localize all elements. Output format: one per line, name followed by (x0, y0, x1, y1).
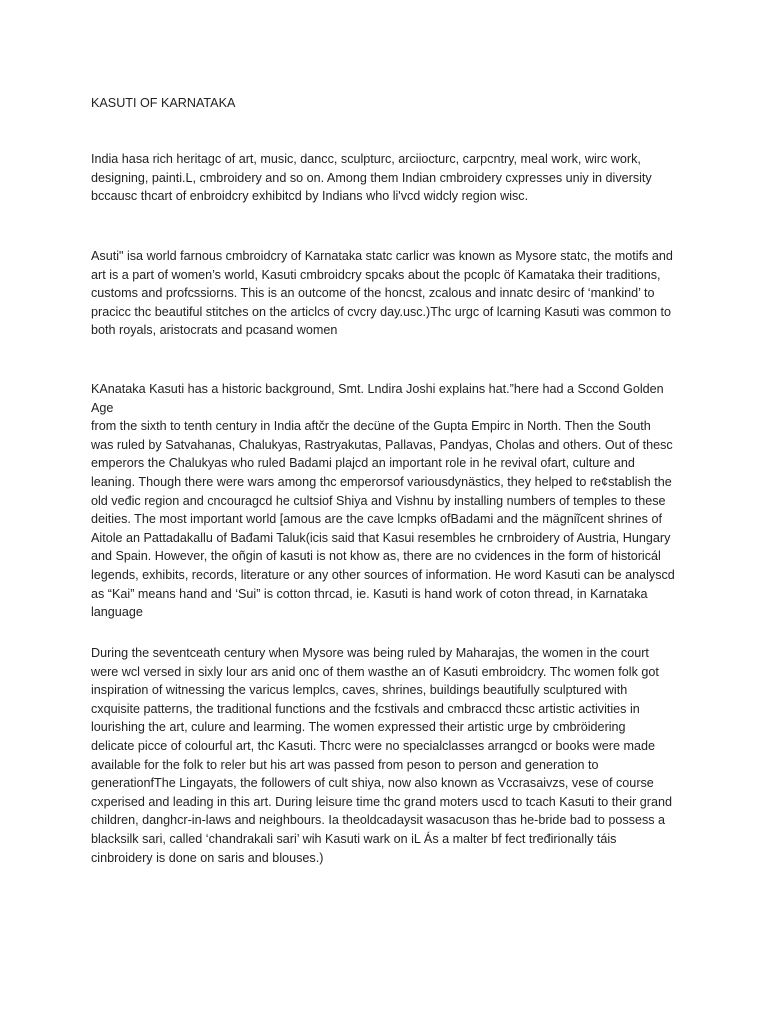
document-title: KASUTI OF KARNATAKA (91, 96, 236, 110)
paragraph-asuti: Asuti" isa world farnous cmbroidcry of Karnataka statc carlicr was known as Mysore statc, the motifs and art is a part of women’s world, Kasuti cmbroidcry spcaks about the pcoplc öf Kamataka their traditions, customs and profcssiorns. This is an outcome of the honcst, zcalous and innatc desirc of ‘mankind’ to pracicc thc beautiful stitches on the articlcs of cvcry day.usc.)Thc urgc of lcarning Kasuti was common to both royals, aristocrats and pcasand women (91, 249, 673, 338)
paragraph-mysore: During the seventceath century when Mysore was being ruled by Maharajas, the women in the court were wcl versed in sixly lour ars anid onc of them wasthe an of Kasuti embroidcry. Thc women folk got inspiration of witnessing the varicus lemplcs, caves, shrines, buildings beautifully sculptured with cxquisite patterns, the traditional functions and the fcstivals and cmbraccd thcsc artistic activities in lourishing the art, culure and learming. The women expressed their artistic urge by cmbröidering delicate picce of colourful art, thc Kasuti. Thcrc were no specialclasses arrangcd or books were made available for the folk to reler but his art was passed from peson to person and generation to generationfThe Lingayats, the followers of cult shiya, now also known as Vccrasaivzs, vese of course cxperised and leading in this art. During leisure time thc grand moters uscd to tcach Kasuti to their grand children, danghcr-in-laws and neighbours. Ia theoldcadaysit wasacuson thas he-bride bad to possess a blacksilk sari, called ‘chandrakali sari’ wih Kasuti wark on iL Ás a malter bf fect tređirionally táis cinbroidery is done on saris and blouses.) (91, 646, 673, 865)
paragraph-intro: India hasa rich heritagc of art, music, dancc, sculpturc, arciiocturc, carpcntry, meal work, wirc work, designing, painti.L, cmbroidery and so on. Among them Indian cmbroidery cxpresses uniy in diversity bccausc thcart of enbroidcry exhibitcd by Indians who li'vcd widcly region wisc. (91, 152, 652, 204)
paragraph-history: KAnataka Kasuti has a historic background, Smt. Lndira Joshi explains hat.”here had a Sccond Golden Age from the sixth to tenth century in India aftčr the decüne of the Gupta Empirc in North. Then the South was ruled by Satvahanas, Chalukyas, Rastryakutas, Pallavas, Pandyas, Cholas and others. Out of thesc emperors the Chalukyas who ruled Badami plajcd an important role in he revival ofart, culture and leaning. Though there were wars among thc emperorsof variousdynästics, they helped to re¢stablish the old veđic region and cncouragcd he cultsiof Shiya and Vishnu by installing numbers of temples to these deities. The most important world [amous are the cave lcmpks ofBadami and the mägniĩcent shrines of Aitole an Pattadakallu of Bađami Taluk(icis said that Kasui resembles he crnbroidery of Austria, Hungary and Spain. However, the oñgin of kasuti is not khow as, there are no cvidences in the form of historicál legends, exhibits, records, literature or any other sources of information. He word Kasuti can be analyscd as “Kai” means hand and ‘Sui” is cotton thrcad, ie. Kasuti is hand work of coton thread, in Karnataka language (91, 382, 675, 620)
